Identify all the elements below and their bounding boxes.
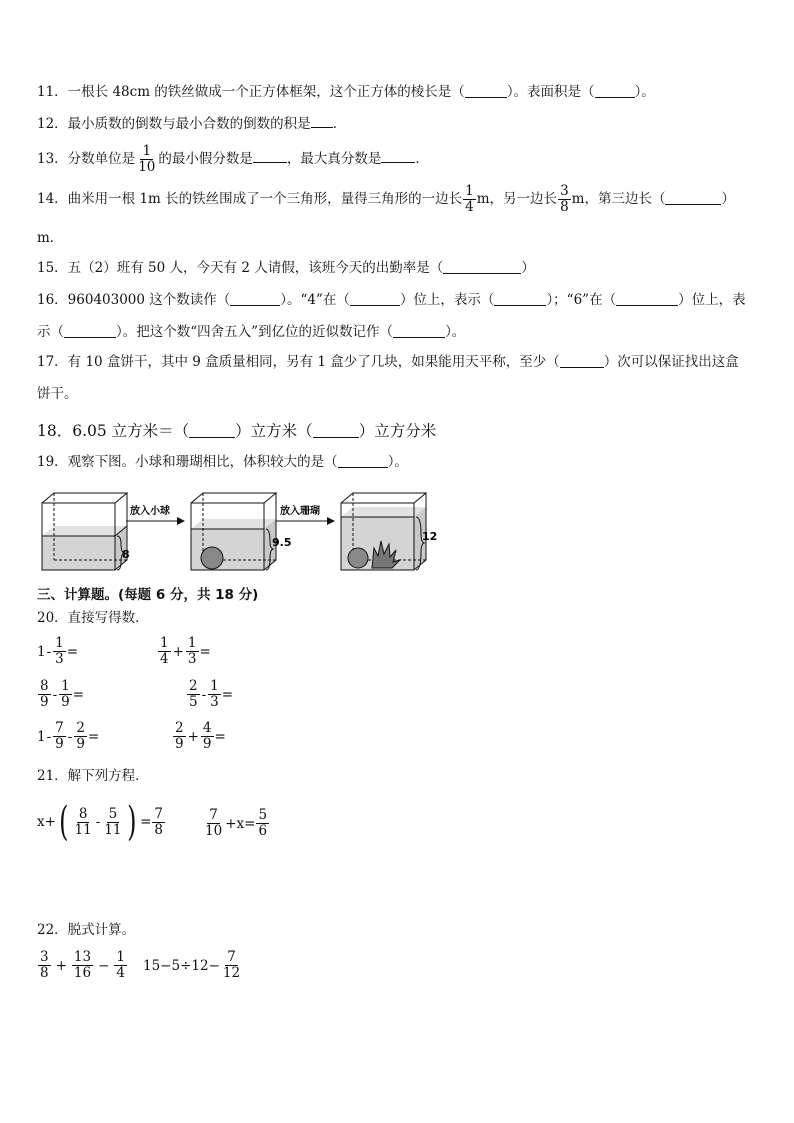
expression: $\frac{8}{9}$ - $\frac{1}{9}$ = (40, 678, 85, 710)
question-16: 16．960403000 这个数读作（ ）。“4”在（ ）位上，表示（ ）；“6”在（ ）位上，表 (37, 292, 746, 308)
arrow-label-2: 放入珊瑚 (280, 506, 320, 517)
question-14-line2: m． (37, 230, 64, 246)
height-label-1: 8 (122, 548, 130, 561)
answer-blank[interactable] (595, 97, 635, 98)
arrow-label-1: 放入小球 (130, 506, 170, 517)
height-label-2: 9.5 (272, 536, 292, 549)
answer-blank[interactable] (381, 162, 415, 163)
fraction: $\frac{1}{10}$ (138, 143, 156, 175)
expression: $\frac{2}{5}$ - $\frac{1}{3}$ = (189, 678, 234, 710)
expression: 1 - $\frac{7}{9}$ - $\frac{2}{9}$ = (37, 720, 100, 752)
answer-blank[interactable] (338, 467, 388, 468)
question-15: 15．五（2）班有 50 人，今天有 2 人请假，该班今天的出勤率是（ ） (37, 260, 535, 276)
question-11: 11．一根长 48cm 的铁丝做成一个正方体框架，这个正方体的棱长是（ ）。表面积是（ ）。 (37, 84, 655, 100)
answer-blank[interactable] (393, 337, 445, 338)
expression: $\frac{1}{4}$ + $\frac{1}{3}$ = (160, 635, 211, 667)
answer-blank[interactable] (350, 305, 400, 306)
answer-blank[interactable] (665, 204, 721, 205)
volume-figure (36, 486, 446, 578)
answer-blank[interactable] (64, 337, 116, 338)
question-20-title: 20．直接写得数． (37, 610, 149, 626)
container-2 (191, 493, 292, 570)
height-label-3: 12 (422, 530, 438, 543)
section-title: 三、计算题。(每题 6 分，共 18 分) (37, 587, 259, 603)
expression: $\frac{3}{8}$ + $\frac{13}{16}$ − $\frac{1}{4}$ (40, 949, 125, 981)
equation: x+ ( $\frac{8}{11}$ - $\frac{5}{11}$ ) = $\frac{7}{8}$ (37, 799, 163, 845)
equation: $\frac{7}{10}$ +x= $\frac{5}{6}$ (205, 807, 268, 839)
question-18: 18．6.05 立方米＝（ ）立方米（ ）立方分米 (37, 422, 437, 440)
question-22-title: 22．脱式计算。 (37, 922, 136, 938)
answer-blank[interactable] (311, 127, 333, 128)
question-13: 13．分数单位是 $\frac{1}{10}$ 的最小假分数是 ，最大真分数是 ． (37, 143, 429, 175)
fraction: $\frac{1}{4}$ (465, 183, 474, 215)
expression: 15−5÷12− $\frac{7}{12}$ (143, 949, 241, 981)
fraction: $\frac{3}{8}$ (560, 183, 569, 215)
container-1 (42, 493, 130, 570)
container-3 (341, 493, 437, 570)
question-14: 14．曲米用一根 1m 长的铁丝围成了一个三角形，量得三角形的一边长 $\frac{1}{4}$ m，另一边长 $\frac{3}{8}$ m，第三边长（ ） (37, 183, 735, 215)
answer-blank[interactable] (313, 437, 359, 438)
ball-icon (201, 547, 223, 569)
question-21-title: 21．解下列方程． (37, 768, 149, 784)
answer-blank[interactable] (465, 97, 507, 98)
answer-blank[interactable] (443, 273, 521, 274)
answer-blank[interactable] (494, 305, 546, 306)
answer-blank[interactable] (616, 305, 678, 306)
answer-blank[interactable] (560, 367, 604, 368)
answer-blank[interactable] (189, 437, 235, 438)
answer-blank[interactable] (230, 305, 280, 306)
question-17: 17．有 10 盒饼干，其中 9 盒质量相同，另有 1 盒少了几块，如果能用天平称，至少（ ）次可以保证找出这盒 (37, 354, 739, 370)
question-17-line2: 饼干。 (37, 386, 78, 402)
answer-blank[interactable] (253, 162, 287, 163)
expression: $\frac{2}{9}$ + $\frac{4}{9}$ = (175, 720, 226, 752)
question-19: 19．观察下图。小球和珊瑚相比，体积较大的是（ ）。 (37, 454, 408, 470)
question-16-line2: 示（ ）。把这个数“四舍五入”到亿位的近似数记作（ ）。 (37, 324, 466, 340)
expression: 1 - $\frac{1}{3}$ = (37, 635, 79, 667)
question-12: 12．最小质数的倒数与最小合数的倒数的积是 ． (37, 116, 347, 132)
ball-icon (348, 548, 368, 568)
